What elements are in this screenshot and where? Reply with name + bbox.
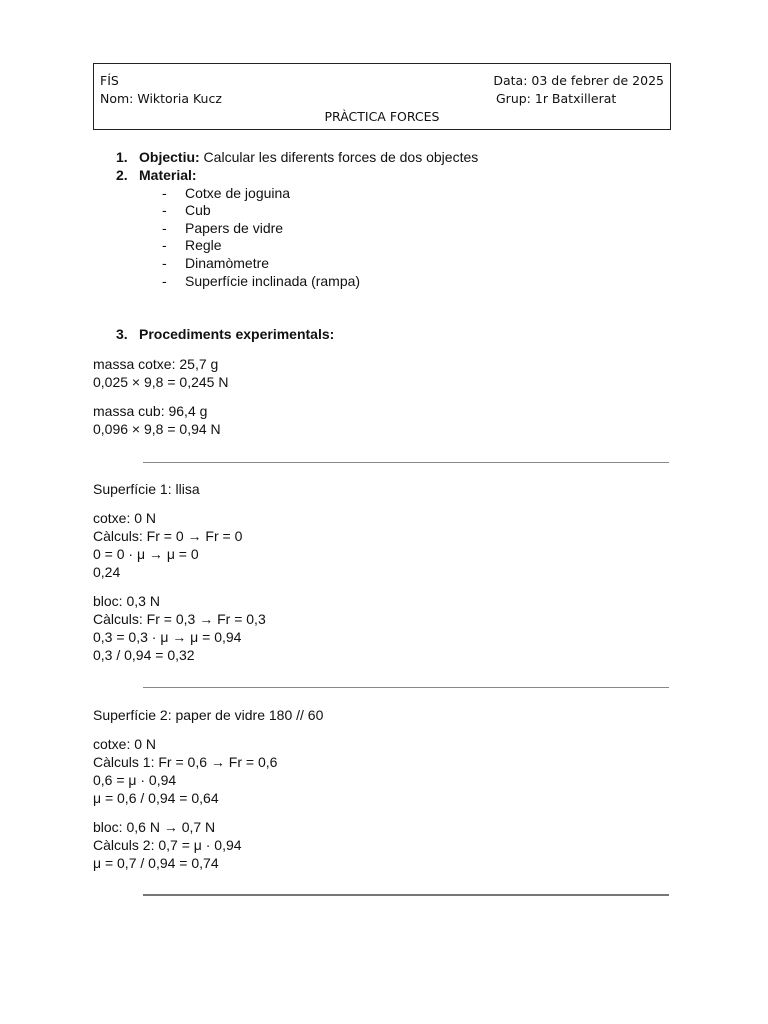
header-subject: FÍS: [100, 73, 119, 88]
header-name: Nom: Wiktoria Kucz: [100, 91, 222, 106]
surface2-cotxe-line: μ = 0,6 / 0,94 = 0,64: [93, 790, 219, 806]
surface1-title: Superfície 1: llisa: [93, 481, 200, 497]
material-item: Superfície inclinada (rampa): [185, 273, 361, 289]
header-date: Data: 03 de febrer de 2025: [493, 73, 664, 88]
mass-cotxe: massa cotxe: 25,7 g: [93, 356, 219, 372]
surface1-cotxe-line: cotxe: 0 N: [93, 510, 157, 526]
section-procediments-label: Procediments experimentals:: [139, 326, 335, 342]
surface1-cotxe-line: 0,24: [93, 564, 121, 580]
material-item: Dinamòmetre: [185, 255, 270, 271]
list-marker: -: [162, 237, 167, 253]
section-objectiu: [139, 148, 478, 166]
material-item: Papers de vidre: [185, 220, 284, 236]
section-3-number: 3.: [116, 326, 128, 342]
divider: [143, 462, 669, 463]
surface2-cotxe-line: Càlculs 1: Fr = 0,6 → Fr = 0,6: [93, 754, 278, 770]
header-title: PRÀCTICA FORCES: [324, 109, 440, 124]
mass-cub-calc: 0,096 × 9,8 = 0,94 N: [93, 421, 221, 437]
header-group: Grup: 1r Batxillerat: [496, 91, 617, 106]
surface2-bloc-line: Càlculs 2: 0,7 = μ · 0,94: [93, 837, 242, 853]
surface2-bloc-line: μ = 0,7 / 0,94 = 0,74: [93, 855, 219, 871]
divider: [143, 894, 669, 896]
list-marker: -: [162, 273, 167, 289]
divider: [143, 687, 669, 688]
surface1-bloc-line: bloc: 0,3 N: [93, 593, 160, 609]
list-marker: -: [162, 185, 167, 201]
material-item: Regle: [185, 237, 222, 253]
mass-cotxe-calc: 0,025 × 9,8 = 0,245 N: [93, 374, 229, 390]
mass-cub: massa cub: 96,4 g: [93, 403, 208, 419]
surface2-bloc-line: bloc: 0,6 N → 0,7 N: [93, 819, 216, 835]
surface1-bloc-line: 0,3 = 0,3 · μ → μ = 0,94: [93, 629, 242, 645]
list-marker: -: [162, 202, 167, 218]
material-item: Cub: [185, 202, 211, 218]
list-marker: -: [162, 255, 167, 271]
section-1-number: 1.: [116, 149, 128, 165]
surface2-title: Superfície 2: paper de vidre 180 // 60: [93, 707, 324, 723]
surface1-bloc-line: 0,3 / 0,94 = 0,32: [93, 647, 195, 663]
list-marker: -: [162, 220, 167, 236]
surface2-cotxe-line: 0,6 = μ · 0,94: [93, 772, 177, 788]
section-objectiu-label: Objectiu:: [139, 149, 200, 165]
surface1-bloc-line: Càlculs: Fr = 0,3 → Fr = 0,3: [93, 611, 266, 627]
header-box: [93, 63, 671, 130]
material-item: Cotxe de joguina: [185, 185, 291, 201]
surface1-cotxe-line: Càlculs: Fr = 0 → Fr = 0: [93, 528, 243, 544]
surface2-cotxe-line: cotxe: 0 N: [93, 736, 157, 752]
section-2-number: 2.: [116, 167, 128, 183]
surface1-cotxe-line: 0 = 0 · μ → μ = 0: [93, 546, 199, 562]
section-objectiu-text: Calcular les diferents forces de dos objectes: [199, 149, 479, 165]
section-material-label: Material:: [139, 167, 197, 183]
